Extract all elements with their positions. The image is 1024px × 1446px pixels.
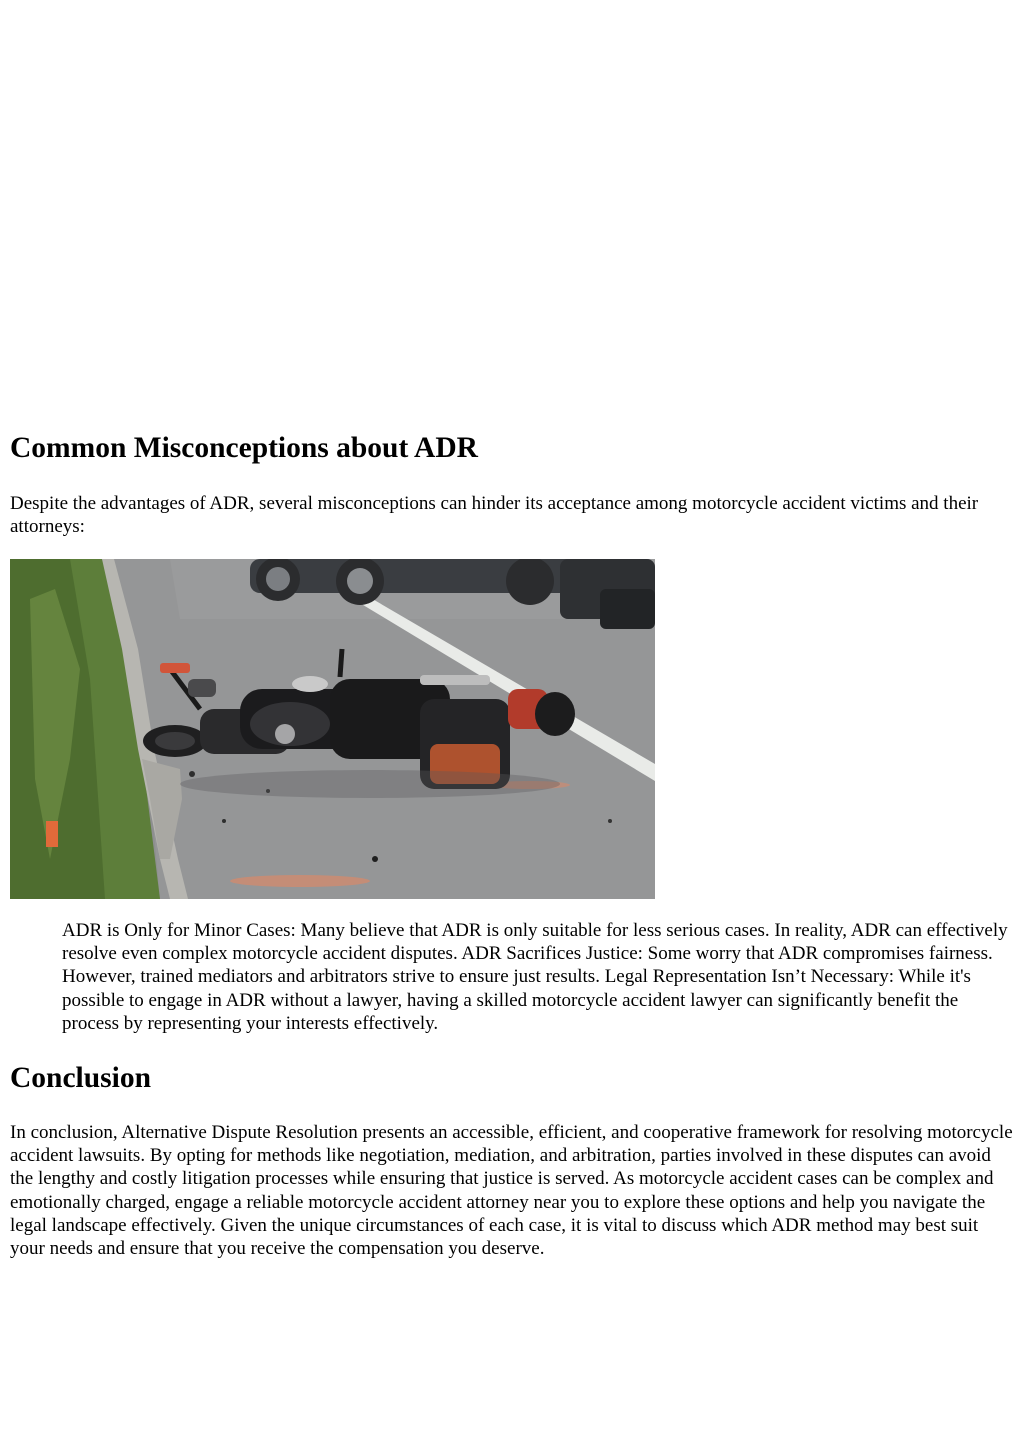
paragraph-conclusion: In conclusion, Alternative Dispute Resolution presents an accessible, efficient, and cooperative framework for resolving motorcycle accident lawsuits. By opting for methods like negotiation, mediation, and arbitration, parties involved in these disputes can avoid the lengthy and costly litigation processes while ensuring that justice is served. As motorcycle accident cases can be complex and emotionally charged, engage a reliable motorcycle accident attorney near you to explore these options and help you navigate the legal landscape effectively. Given the unique circumstances of each case, it is vital to discuss which ADR method may best suit your needs and ensure that you receive the compensation you deserve. — [10, 1122, 1013, 1260]
section-heading-conclusion: Conclusion — [10, 1062, 151, 1094]
motorcycle-accident-photo — [10, 559, 655, 899]
paragraph-intro: Despite the advantages of ADR, several misconceptions can hinder its acceptance among motorcycle accident victims and their attorneys: — [10, 493, 979, 538]
section-heading-misconceptions: Common Misconceptions about ADR — [10, 432, 478, 464]
misconceptions-list: ADR is Only for Minor Cases: Many believe that ADR is only suitable for less serious cases. In reality, ADR can effectively resolve even complex motorcycle accident disputes. ADR Sacrifices Justice: Some worry that ADR compromises fairness. However, trained mediators and arbitrators strive to ensure just results. Legal Representation Isn’t Necessary: While it's possible to engage in ADR without a lawyer, having a skilled motorcycle accident lawyer can significantly benefit the process by representing your interests effectively. — [62, 920, 1008, 1034]
